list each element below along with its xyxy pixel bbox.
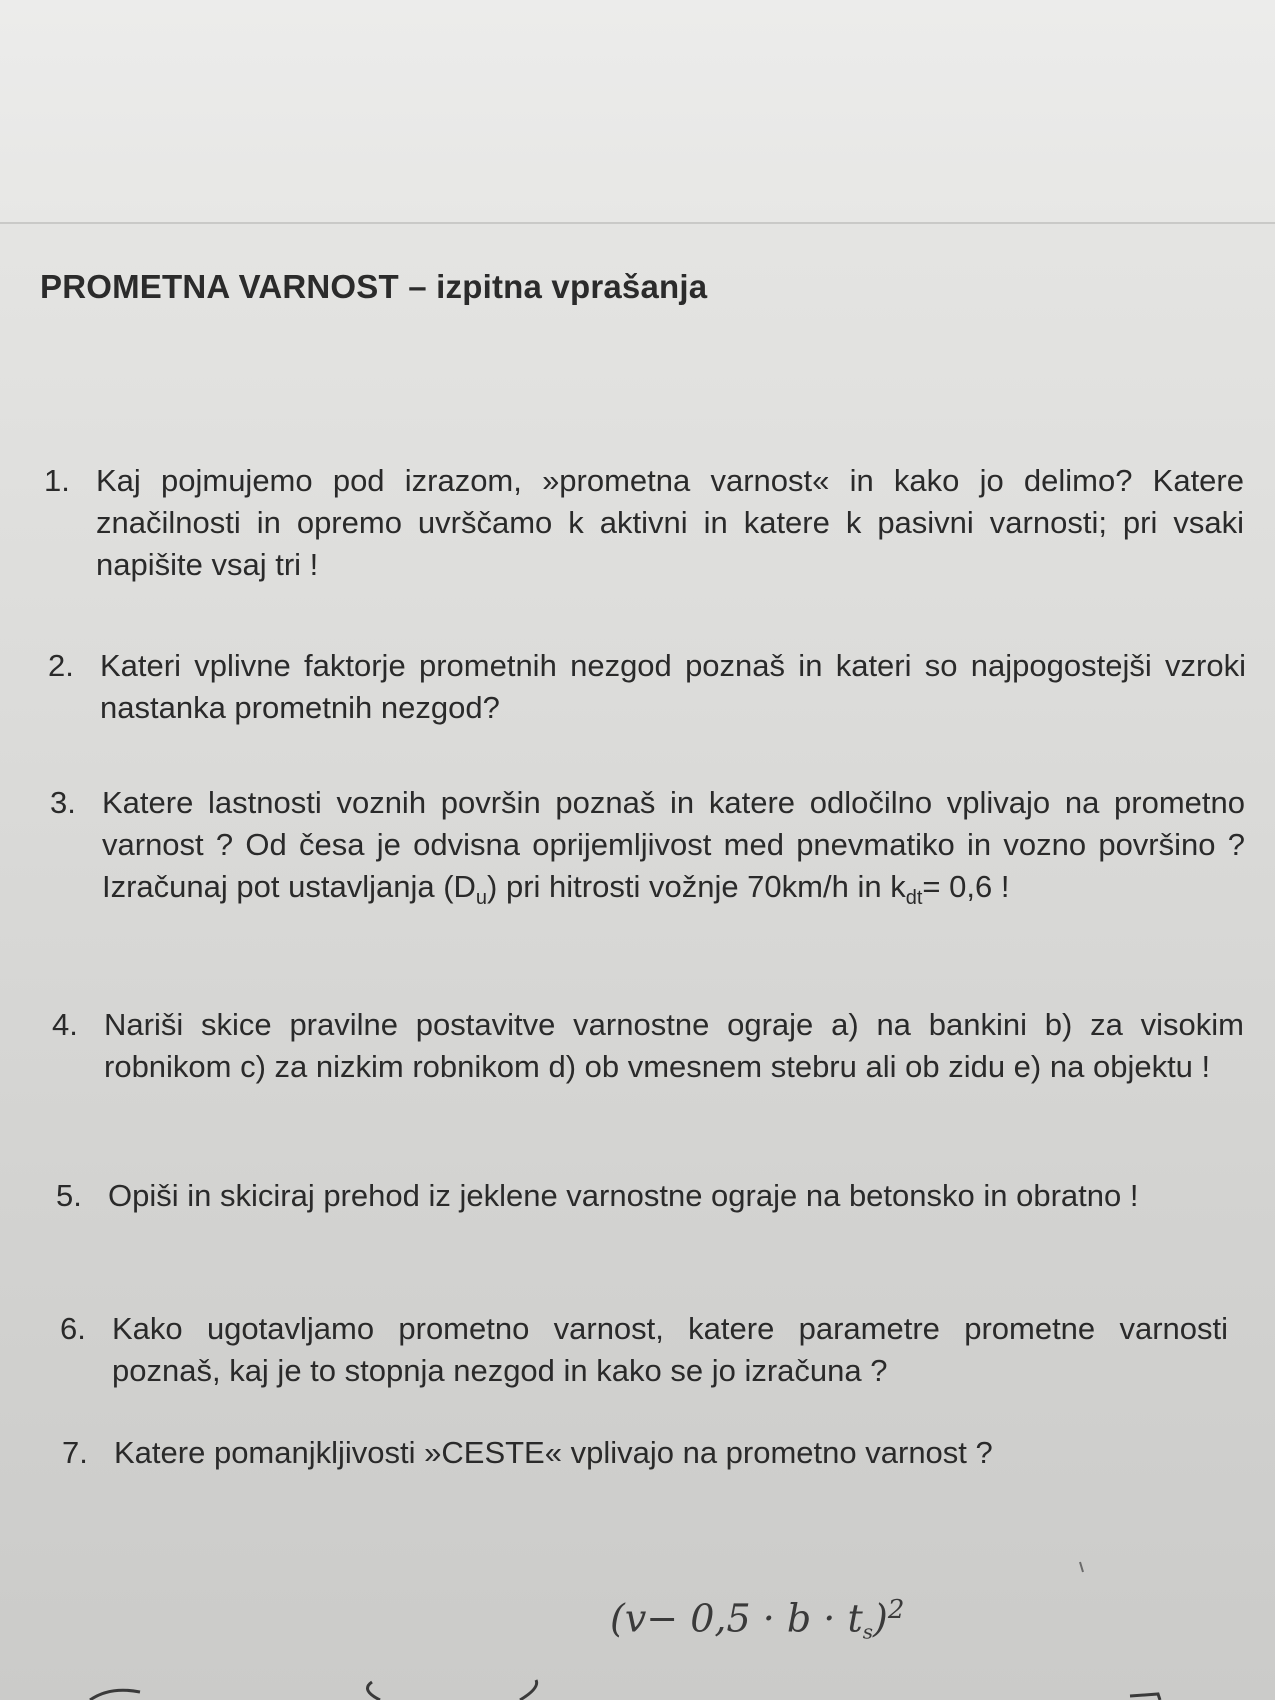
question-5 bbox=[56, 1175, 1244, 1217]
question-1 bbox=[44, 460, 1244, 586]
question-number: 7. bbox=[62, 1435, 88, 1470]
question-text bbox=[102, 782, 1245, 919]
question-number: 5. bbox=[56, 1178, 82, 1213]
subscript-u: u bbox=[475, 887, 488, 909]
question-4 bbox=[52, 1004, 1244, 1088]
question-text: Opiši in skiciraj prehod iz jeklene varnostne ograje na betonsko in obratno ! bbox=[108, 1178, 1139, 1213]
page-top-area bbox=[0, 0, 1275, 222]
formula-close: ) bbox=[872, 1596, 888, 1641]
question-3 bbox=[50, 782, 1245, 919]
paper-edge-line bbox=[0, 222, 1275, 224]
handwritten-formula bbox=[610, 1595, 904, 1644]
question-number: 4. bbox=[52, 1007, 78, 1042]
question-7 bbox=[62, 1432, 1222, 1474]
question-number: 3. bbox=[50, 785, 76, 820]
question-text-part: Katere lastnosti voznih površin poznaš in katere odločilno vplivajo na prometno varnost ? Od česa je odvisna oprijemljivost med pnevmatiko in vozno površino ? Izračunaj pot ustavljanja (D bbox=[102, 785, 1245, 904]
question-text: Kaj pojmujemo pod izrazom, »prometna varnost« in kako jo delimo? Katere značilnosti in opremo uvrščamo k aktivni in katere k pasivni varnosti; pri vsaki napišite vsaj tri ! bbox=[96, 463, 1244, 582]
question-text-part: = 0,6 ! bbox=[922, 869, 1010, 904]
question-text: Kateri vplivne faktorje prometnih nezgod poznaš in kateri so najpogostejši vzroki nastanka prometnih nezgod? bbox=[100, 648, 1246, 725]
formula-main: (v− 0,5 · b · t bbox=[610, 1596, 863, 1641]
question-text: Katere pomanjkljivosti »CESTE« vplivajo na prometno varnost ? bbox=[114, 1435, 993, 1470]
question-text-part: ) pri hitrosti vožnje 70km/h in k bbox=[487, 869, 906, 904]
question-number: 2. bbox=[48, 648, 74, 683]
question-text: Kako ugotavljamo prometno varnost, katere parametre prometne varnosti poznaš, kaj je to stopnja nezgod in kako se jo izračuna ? bbox=[112, 1311, 1228, 1388]
question-6 bbox=[60, 1308, 1228, 1392]
formula-subscript: s bbox=[862, 1619, 873, 1644]
question-2 bbox=[48, 645, 1246, 729]
subscript-dt: dt bbox=[905, 887, 923, 909]
formula-exponent: 2 bbox=[887, 1595, 905, 1625]
question-number: 6. bbox=[60, 1311, 86, 1346]
question-number: 1. bbox=[44, 463, 70, 498]
question-text: Nariši skice pravilne postavitve varnostne ograje a) na bankini b) za visokim robnikom c) za nizkim robnikom d) ob vmesnem stebru ali ob zidu e) na objektu ! bbox=[104, 1007, 1244, 1084]
document-title: PROMETNA VARNOST – izpitna vprašanja bbox=[40, 268, 708, 305]
